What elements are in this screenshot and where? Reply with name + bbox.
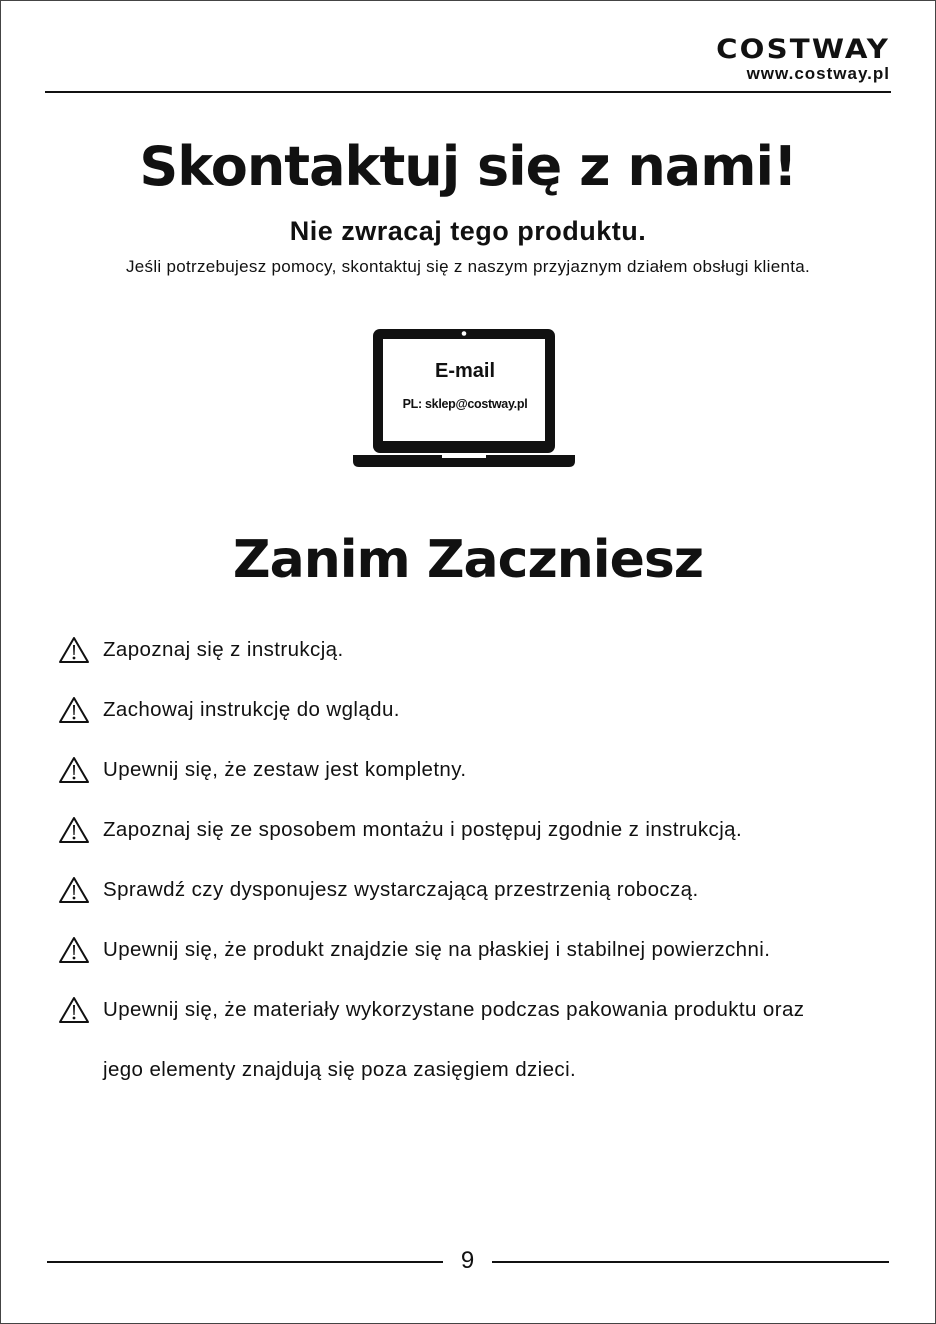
checklist-item [58,632,898,692]
page-number: 9 [460,1247,475,1274]
warning-triangle-icon [58,876,90,904]
contact-intro: Jeśli potrzebujesz pomocy, skontaktuj się z naszym przyjaznym działem obsługi klienta. [125,257,811,276]
warning-triangle-icon [58,696,90,724]
warning-triangle-icon [58,996,90,1024]
laptop-screen [384,340,546,440]
brand-name: COSTWAY [716,34,890,65]
footer-divider-right [492,1261,889,1263]
checklist-item [58,872,898,932]
before-start-title: Zanim Zaczniesz [232,530,704,590]
warning-triangle-icon [58,756,90,784]
brand-logo [716,34,890,84]
checklist-text: Zapoznaj się ze sposobem montażu i postępuj zgodnie z instrukcją. [103,818,743,841]
checklist-item-continuation [58,1052,898,1112]
checklist-text: Upewnij się, że zestaw jest kompletny. [103,758,467,781]
checklist-text: Zachowaj instrukcję do wglądu. [103,698,400,721]
checklist [58,632,898,1112]
checklist-text: Upewnij się, że produkt znajdzie się na płaskiej i stabilnej powierzchni. [103,938,771,961]
checklist-item [58,692,898,752]
checklist-item [58,932,898,992]
warning-triangle-icon [58,816,90,844]
checklist-item [58,812,898,872]
warning-triangle-icon [58,636,90,664]
checklist-text: Zapoznaj się z instrukcją. [103,638,344,661]
header-divider [45,91,891,93]
email-address: PL: sklep@costway.pl [402,397,528,411]
checklist-item [58,752,898,812]
checklist-item [58,992,898,1052]
email-heading: E-mail [434,360,496,382]
contact-title: Skontaktuj się z nami! [139,135,797,198]
warning-triangle-icon [58,936,90,964]
checklist-continuation-text: jego elementy znajdują się poza zasięgiem dzieci. [103,1058,577,1081]
contact-subtitle: Nie zwracaj tego produktu. [289,216,647,246]
footer-divider-left [47,1261,443,1263]
checklist-text: Upewnij się, że materiały wykorzystane podczas pakowania produktu oraz [103,998,805,1021]
brand-website: www.costway.pl [746,64,890,83]
checklist-text: Sprawdź czy dysponujesz wystarczającą przestrzenią roboczą. [103,878,699,901]
